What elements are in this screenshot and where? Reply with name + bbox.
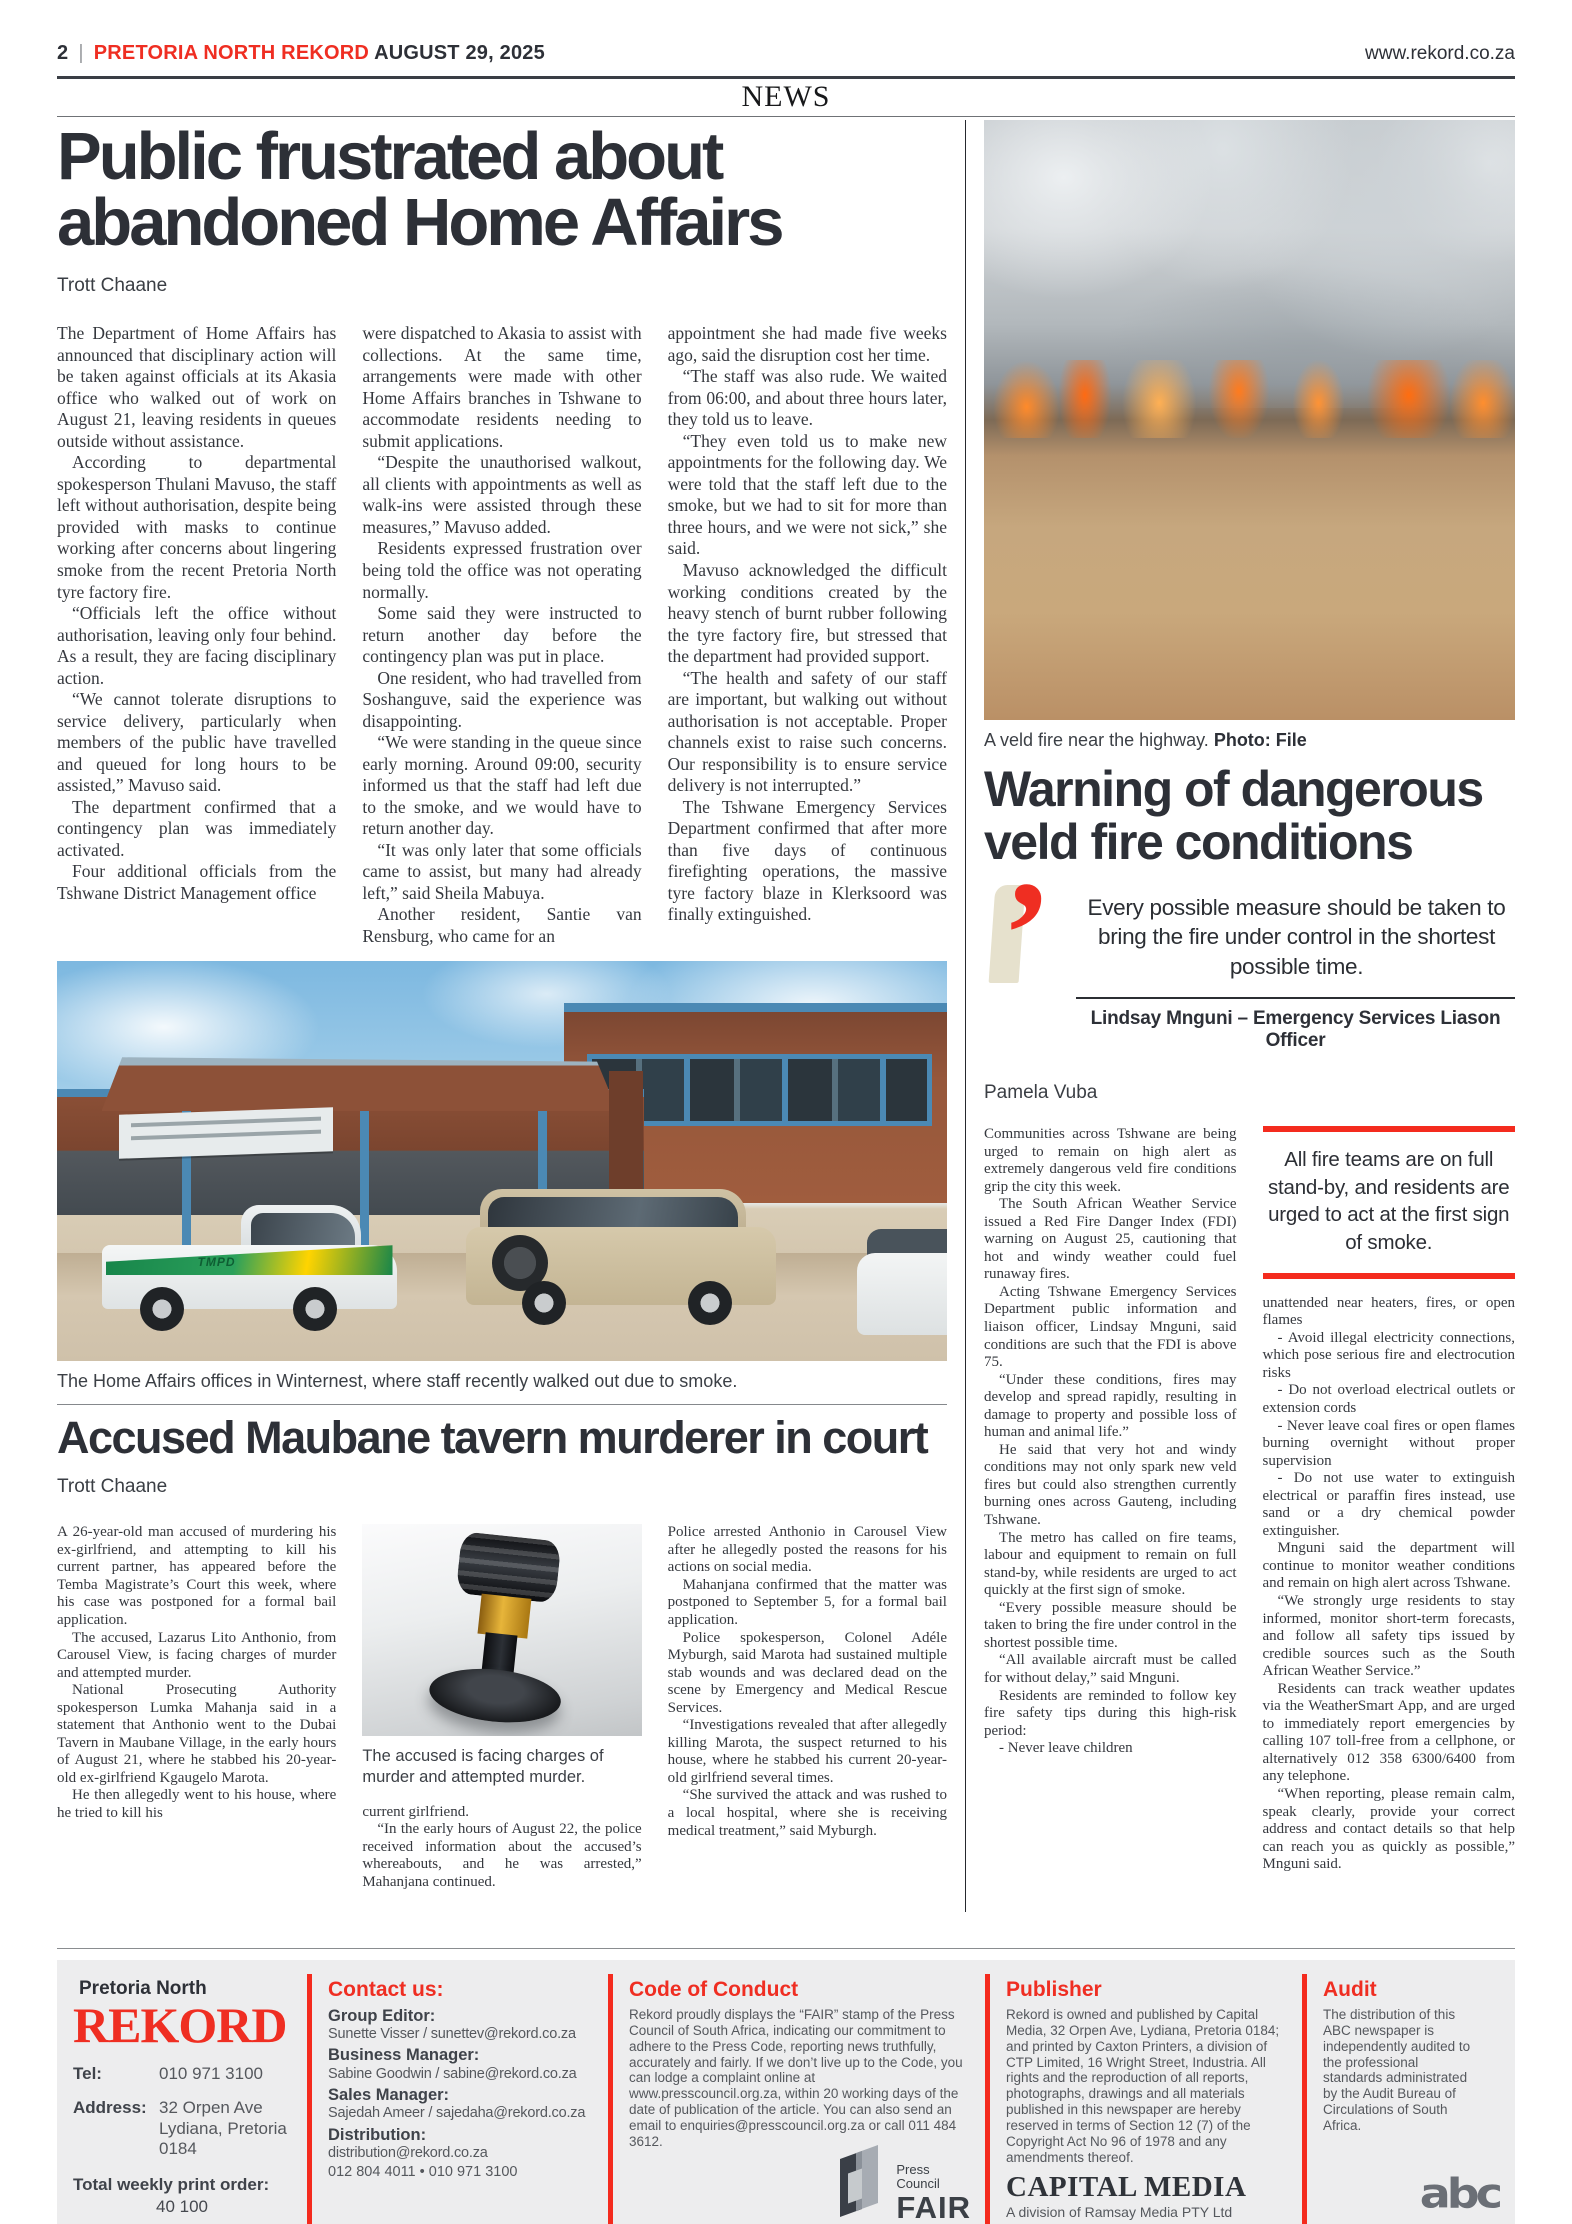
header-rule [57,76,1515,79]
flames [984,360,1515,438]
tel-value: 010 971 3100 [159,2064,263,2084]
column-divider [965,120,966,1912]
wheel [688,1281,732,1325]
tmpd-vehicle-decal: TMPD [197,1255,236,1270]
veld-fire-photo [984,120,1515,720]
paragraph: The department confirmed that a contingency plan was immediately activated. [57,796,337,860]
paragraph: Acting Tshwane Emergency Services Department public information and liaison officer, Lindsay Mnguni, said conditions are such that the FDI is above 75. [984,1283,1237,1371]
paragraph: Residents expressed frustration over being told the office was not operating normally. [362,538,642,602]
article-home-affairs-headline: Public frustrated about abandoned Home Affairs [57,119,782,260]
issue-date: AUGUST 29, 2025 [374,42,545,64]
audit-body: The distribution of this ABC newspaper is independently audited to the professional standards administrated by the Audit Bureau of Circulations of South Africa. [1323,2006,1471,2134]
footer-rule [57,1948,1515,1949]
right-region [984,120,1515,1874]
paragraph: - Never leave coal fires or open flames burning overnight without proper supervision [1262,1417,1515,1469]
website-url: www.rekord.co.za [1365,43,1515,64]
footer-publisher-block [990,1974,1302,2224]
paragraph: Police arrested Anthonio in Carousel View after he allegedly posted the reasons for his actions on social media. [667,1524,947,1576]
contact-phones: 012 804 4011 • 010 971 3100 [328,2164,518,2181]
fair-logo-press: Press [896,2162,930,2178]
paragraph: “We strongly urge residents to stay informed, monitor short-term forecasts, and follow all safety tips issued by credible sources such as the South African Weather Service.” [1262,1592,1515,1680]
address-label: Address: [73,2098,147,2118]
contact-title: Contact us: [328,1978,444,2001]
paragraph: “Every possible measure should be taken to bring the fire under control in the shortest possible time. [984,1599,1237,1651]
page-number: 2 [57,42,69,64]
tel-row [73,2064,291,2084]
photo-credit: Photo: File [1213,730,1307,750]
paragraph: Police spokesperson, Colonel Adéle Myburgh, said Marota had sustained multiple stab wounds and was declared dead on the scene by Emergency and Medical Rescue Services. [667,1629,947,1716]
paragraph: current girlfriend. [362,1803,469,1820]
suv-vehicle [466,1173,776,1325]
article-column-1 [984,1126,1237,1874]
gavel [412,1524,592,1736]
paragraph: Residents are reminded to follow key fire safety tips during this high-risk period: [984,1687,1237,1739]
rekord-logo: REKORD [73,1997,287,2054]
caption-text: A veld fire near the highway. [984,730,1214,750]
paragraph: “It was only later that some officials came to assist, but many had already left,” said Sheila Mabuya. [362,839,642,903]
wheel [522,1281,566,1325]
paragraph: - Never leave children [999,1740,1133,1757]
print-order-row [73,2175,291,2217]
article-tavern-headline: Accused Maubane tavern murderer in court [57,1412,928,1464]
contact-label: Group Editor: [328,2006,436,2025]
paragraph: Mavuso acknowledged the difficult working conditions created by the heavy stench of burnt rubber following the tyre factory fire, but stressed that the department had provided support. [667,559,947,667]
paragraph: “The health and safety of our staff are important, but walking out without authorisation is not acceptable. Proper channels exist to raise such concerns. Our responsibility is to ensure service delivery is not interrupted.” [667,667,947,796]
paragraph: Another resident, Santie van Rensburg, who came for an [362,904,642,946]
paragraph: Lydiana, Pretoria [159,2118,287,2138]
paragraph: “When reporting, please remain calm, speak clearly, provide your correct address and contact details so that help can reach you as quickly as possible,” Mnguni said. [1262,1786,1515,1873]
contact-label: Business Manager: [328,2046,480,2065]
paragraph: unattended near heaters, fires, or open flames [1262,1294,1515,1329]
paragraph: 32 Orpen Ave [159,2098,263,2118]
home-affairs-photo-caption: The Home Affairs offices in Winternest, where staff recently walked out due to smoke. [57,1371,738,1392]
article-column-1 [57,323,336,947]
bakkie-stripe [106,1245,393,1275]
paragraph: He then allegedly went to his house, where he tried to kill his [57,1787,337,1822]
paragraph: “Investigations revealed that after allegedly killing Marota, the suspect returned to his house, where he stabbed his current 20-year-old girlfriend several times. [667,1717,947,1786]
press-council-fair-logo [836,2149,971,2223]
paragraph: Four additional officials from the Tshwane District Management office [57,861,337,903]
fair-logo-icon [836,2149,888,2223]
tel-label: Tel: [73,2064,102,2084]
home-affairs-offices-photo [57,961,947,1361]
gavel-photo-caption: The accused is facing charges of murder and attempted murder. [362,1747,604,1786]
paragraph: The accused, Lazarus Lito Anthonio, from Carousel View, is facing charges of murder and attempted murder. [57,1629,337,1681]
article-column-3 [668,1524,947,1891]
paragraph: He said that very hot and windy conditions may not only spark new veld fires but could also strengthen currently burning ones across Gauteng, including Tshwane. [984,1441,1237,1529]
paragraph: “Under these conditions, fires may develop and spread rapidly, resulting in damage to property and possible loss of human and animal life.” [984,1371,1237,1441]
article-separator-rule [57,1404,947,1405]
veld-fire-photo-caption [984,730,1515,751]
paragraph: - Do not overload electrical outlets or extension cords [1262,1382,1515,1416]
article-column-3 [668,323,947,947]
paragraph: “All available aircraft must be called for without delay,” said Mnguni. [984,1652,1237,1686]
address-row [73,2098,291,2158]
paragraph: According to departmental spokesperson Thulani Mavuso, the staff left without authorisation, despite being provided with masks to continue working after concerns about lingering smoke from the recent Pretoria North tyre factory fire. [57,452,337,602]
section-title: NEWS [741,80,831,113]
paragraph: “We cannot tolerate disruptions to service delivery, particularly when members of the public have travelled and queued for long hours to be assisted,” Mavuso said. [57,689,337,796]
footer-contact-block [312,1974,608,2224]
article-veld-fire-byline: Pamela Vuba [984,1082,1098,1103]
box-quote-text: All fire teams are on full stand-by, and residents are urged to act at the first sign of smoke. [1267,1148,1510,1255]
article-column-2 [362,1524,641,1891]
quote-mark-icon: ’ [984,885,1062,987]
capital-media-logo: CAPITAL MEDIA [1006,2170,1247,2203]
rekord-kicker: Pretoria North [79,1978,207,1999]
paragraph: Some said they were instructed to return another day before the contingency plan was put in place. [362,603,642,667]
contact-label: Sales Manager: [328,2085,450,2104]
suv-windows [488,1197,738,1231]
paragraph: The Department of Home Affairs has announced that disciplinary action will be taken against officials at its Akasia office who walked out of work on August 21, leaving residents in queues outside without assistance. [57,323,337,451]
article-column-2-text [362,1804,641,1892]
building-canopy [102,1057,618,1111]
pull-quote-text: Every possible measure should be taken to bring the fire under control in the shortest possible time. [1087,895,1506,979]
article-tavern-body [57,1524,947,1891]
paragraph: “The staff was also rude. We waited from 06:00, and about three hours later, they told us to leave. [667,366,947,430]
wheel [140,1287,184,1331]
paragraph: “Officials left the office without authorisation, leaving only four behind. As a result, they are facing disciplinary action. [57,603,337,688]
left-region [57,120,947,1891]
car-body [857,1253,947,1335]
separator: | [78,42,84,64]
article-home-affairs-byline: Trott Chaane [57,275,168,297]
code-of-conduct-title: Code of Conduct [629,1978,799,2001]
code-of-conduct-body: Rekord proudly displays the “FAIR” stamp of the Press Council of South Africa, indicating our commitment to adhere to the Press Code, reporting news truthfully, accurately and fairly. If we don’t live up to the Code, you can lodge a complaint online at www.presscouncil.org.za, within 20 working days of the date of publication of the article. You can also send an email to enquiries@presscouncil.org.za or call 011 484 3612. [629,2006,963,2150]
fair-logo-fair: FAIR [896,2189,971,2224]
pull-quote-attribution: Lindsay Mnguni – Emergency Services Liason Officer [1090,1008,1501,1051]
paragraph: - Do not use water to extinguish electrical or paraffin fires instead, use sand or a dry chemical powder extinguisher. [1262,1470,1515,1539]
paragraph: “She survived the attack and was rushed to a local hospital, where she is receiving medical treatment,” said Myburgh. [667,1787,947,1839]
white-car [857,1223,947,1335]
gavel-head [456,1532,562,1604]
attribution-rule [1076,997,1515,999]
contact-value: Sunette Visser / sunettev@rekord.co.za [328,2026,576,2043]
article-home-affairs-body [57,323,947,947]
audit-title: Audit [1323,1978,1377,2001]
gavel-photo [362,1524,641,1736]
paragraph: appointment she had made five weeks ago, said the disruption cost her time. [667,323,947,365]
print-order-value: 40 100 [156,2196,208,2216]
page-header [57,42,1515,65]
section-rule [57,116,1515,117]
paragraph: were dispatched to Akasia to assist with collections. At the same time, arrangements were made with other Home Affairs branches in Tshwane to accommodate residents needing to submit applications. [362,323,642,451]
paragraph: The Tshwane Emergency Services Department confirmed that after more than five days of continuous firefighting operations, the massive tyre factory blaze in Klerksoord was finally extinguished. [667,796,947,925]
article-column-2 [1263,1126,1516,1874]
abc-audit-logo: abc [1419,2169,1499,2218]
paragraph: “We were standing in the queue since early morning. Around 09:00, security informed us that the staff had left due to the smoke, and we would have to return another day. [362,732,642,839]
fair-logo-council: Council [896,2176,940,2192]
article-veld-fire-headline: Warning of dangerous veld fire conditions [984,761,1483,870]
paragraph: The South African Weather Service issued a Red Fire Danger Index (FDI) warning on August 25, cautioning that hot and windy weather could fuel runaway fires. [984,1196,1237,1283]
footer-rekord-block [57,1974,307,2224]
address-value [159,2098,287,2158]
publisher-title: Publisher [1006,1978,1102,2001]
gavel-base [427,1663,564,1729]
wheel [293,1287,337,1331]
paragraph: One resident, who had travelled from Soshanguve, said the experience was disappointing. [362,667,642,731]
paragraph: Mnguni said the department will continue to monitor weather conditions and remain on high alert across Tshwane. [1262,1540,1515,1592]
footer-code-of-conduct-block [613,1974,985,2224]
paragraph: Mahanjana confirmed that the matter was postponed to September 5, for a formal bail application. [667,1576,947,1628]
article-veld-fire-body [984,1126,1515,1874]
article-column-1 [57,1524,336,1891]
print-order-label: Total weekly print order: [73,2174,270,2194]
imprint-footer [57,1960,1515,2224]
contact-label: Distribution: [328,2125,427,2144]
box-quote [1263,1126,1516,1279]
article-column-2 [362,323,641,947]
capital-media-subtitle: A division of Ramsay Media PTY Ltd [1006,2204,1233,2221]
paragraph: National Prosecuting Authority spokesperson Lumka Mahanja said in a statement that Anthonio went to the Dubai Tavern in Maubane Village, in the early hours of August 21, where he stabbed his 20-year-old ex-girlfriend Kgaugelo Marota. [57,1682,337,1786]
masthead-line [57,42,545,65]
paragraph: The metro has called on fire teams, labour and equipment to remain on full stand-by, while residents are urged to act quickly at the first sign of smoke. [984,1529,1237,1599]
footer-audit-block [1307,1974,1515,2224]
paragraph: Residents can track weather updates via the WeatherSmart App, and are urged to immediately report emergencies by calling 107 toll-free from a cellphone, or alternatively 012 358 6300/6400 from any telephone. [1262,1680,1515,1785]
paragraph: “They even told us to make new appointments for the following day. We were told that the staff left due to the smoke, but we had to sit for more than three hours, and we were not sick,” she said. [667,430,947,559]
bakkie-windows [251,1213,355,1247]
paragraph: “In the early hours of August 22, the police received information about the accused’s whereabouts, and he was arrested,” Mahanjana continued. [362,1821,642,1890]
publication-name: PRETORIA NORTH REKORD [93,42,370,64]
box-quote-bottom-bar [1263,1273,1516,1279]
article-column-2-text [1263,1295,1516,1874]
paragraph: 0184 [159,2138,197,2158]
contact-value: Sabine Goodwin / sabine@rekord.co.za [328,2065,577,2082]
pull-quote [984,851,1515,1017]
publisher-body: Rekord is owned and published by Capital Media, 32 Orpen Ave, Lydiana, Pretoria 0184; and printed by Caxton Printers, a division of CTP Limited, 16 Wright Street, Industria. All rights and the reproduction of all reports, photographs, drawings and all materials published in this newspaper are hereby reserved in terms of Section 12 (7) of the Copyright Act No 96 of 1978 and any amendments thereof. [1006,2006,1280,2166]
building-sign [119,1108,333,1159]
contact-value: Sajedah Ameer / sajedaha@rekord.co.za [328,2105,586,2122]
dry-grass [984,402,1515,720]
paragraph: A 26-year-old man accused of murdering his ex-girlfriend, and attempting to kill his current partner, has appeared before the Temba Magistrate’s Court this week, where his case was postponed for a formal bail application. [57,1524,337,1628]
paragraph: “Despite the unauthorised walkout, all clients with appointments as well as walk-ins were assisted through these measures,” Mavuso added. [362,452,642,537]
paragraph: - Avoid illegal electricity connections, which pose serious fire and electrocution risks [1262,1329,1515,1381]
tmpd-bakkie [102,1203,397,1331]
article-tavern-byline: Trott Chaane [57,1476,168,1498]
paragraph: Communities across Tshwane are being urged to remain on high alert as extremely dangerous veld fire conditions grip the city this week. [984,1126,1237,1195]
contact-value: distribution@rekord.co.za [328,2144,488,2161]
